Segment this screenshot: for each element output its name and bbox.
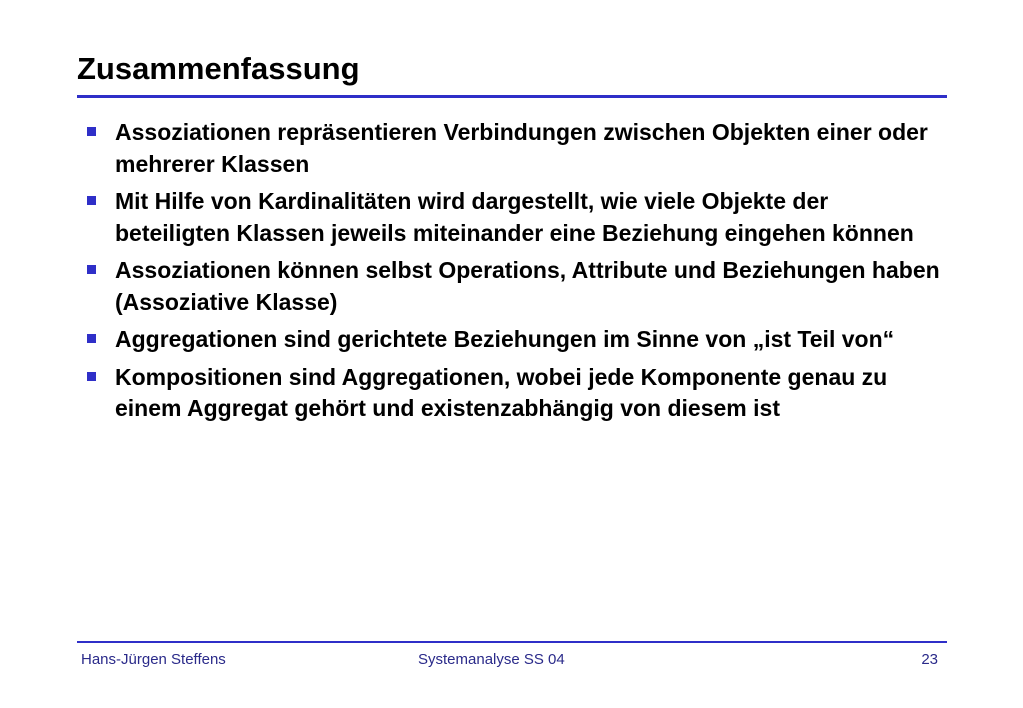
square-bullet-icon: [87, 196, 96, 205]
list-item: [87, 362, 947, 425]
bullet-text: Assoziationen können selbst Operations, Attribute und Beziehungen haben (Assoziative Klasse): [115, 257, 940, 315]
list-item: [87, 324, 947, 356]
list-item: [87, 117, 947, 180]
footer-author: Hans-Jürgen Steffens: [81, 651, 226, 668]
bullet-list: [87, 117, 947, 431]
footer-course: Systemanalyse SS 04: [418, 651, 565, 668]
bullet-text: Aggregationen sind gerichtete Beziehungen im Sinne von „ist Teil von“: [115, 326, 895, 352]
bullet-text: Kompositionen sind Aggregationen, wobei jede Komponente genau zu einem Aggregat gehört und existenzabhängig von diesem ist: [115, 363, 888, 421]
list-item: [87, 255, 947, 318]
bullet-text: Mit Hilfe von Kardinalitäten wird dargestellt, wie viele Objekte der beteiligten Klassen jeweils miteinander eine Beziehung eingehen können: [115, 188, 914, 246]
bullet-text: Assoziationen repräsentieren Verbindungen zwischen Objekten einer oder mehrerer Klassen: [115, 119, 928, 177]
footer-divider: [77, 641, 947, 643]
list-item: [87, 186, 947, 249]
square-bullet-icon: [87, 334, 96, 343]
square-bullet-icon: [87, 127, 96, 136]
page-number: 23: [921, 651, 938, 668]
slide-title: Zusammenfassung: [77, 51, 360, 86]
title-divider: [77, 95, 947, 98]
square-bullet-icon: [87, 265, 96, 274]
square-bullet-icon: [87, 372, 96, 381]
